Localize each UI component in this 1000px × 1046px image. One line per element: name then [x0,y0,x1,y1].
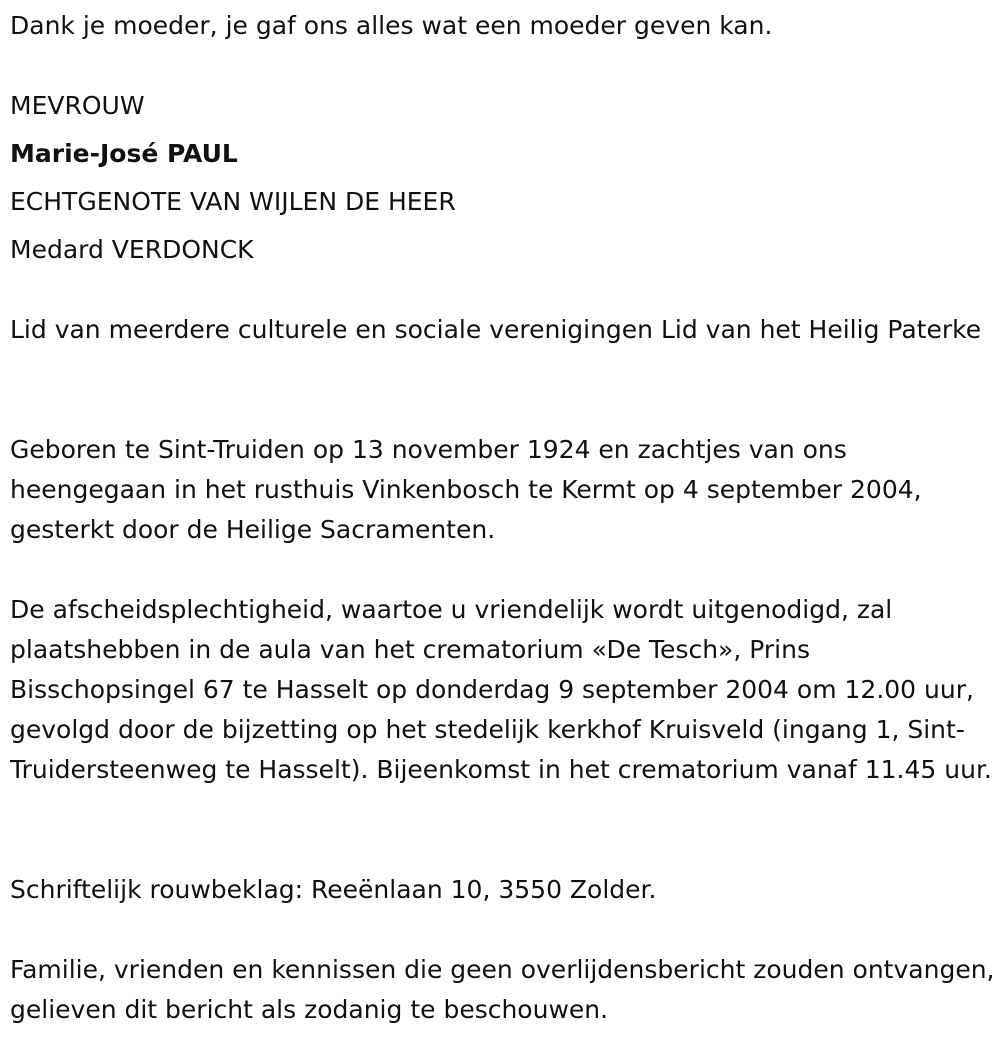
deceased-name: Marie-José PAUL [10,139,238,168]
spouse-name: Medard VERDONCK [10,235,254,264]
memberships-paragraph: Lid van meerdere culturele en sociale verenigingen Lid van het Heilig Paterke [10,315,982,344]
condolences-paragraph: Schriftelijk rouwbeklag: Reeënlaan 10, 3550 Zolder. [10,875,657,904]
ceremony-paragraph: De afscheidsplechtigheid, waartoe u vriendelijk wordt uitgenodigd, zal plaatshebben in de aula van het crematorium «De Tesch», Prins Bisschopsingel 67 te Hasselt op donderdag 9 september 2004 om 12.00 uur, gevolgd door de bijzetting op het stedelijk kerkhof Kruisveld (ingang 1, Sint-Truidersteenweg te Hasselt). Bijeenkomst in het crematorium vanaf 11.45 uur. [10,595,992,784]
spouse-title: ECHTGENOTE VAN WIJLEN DE HEER [10,187,456,216]
intro-line: Dank je moeder, je gaf ons alles wat een moeder geven kan. [10,11,773,40]
salutation: MEVROUW [10,91,145,120]
birth-death-paragraph: Geboren te Sint-Truiden op 13 november 1924 en zachtjes van ons heengegaan in het rusthuis Vinkenbosch te Kermt op 4 september 2004, gesterkt door de Heilige Sacramenten. [10,435,922,544]
closing-paragraph: Familie, vrienden en kennissen die geen overlijdensbericht zouden ontvangen, gelieven dit bericht als zodanig te beschouwen. [10,955,995,1024]
